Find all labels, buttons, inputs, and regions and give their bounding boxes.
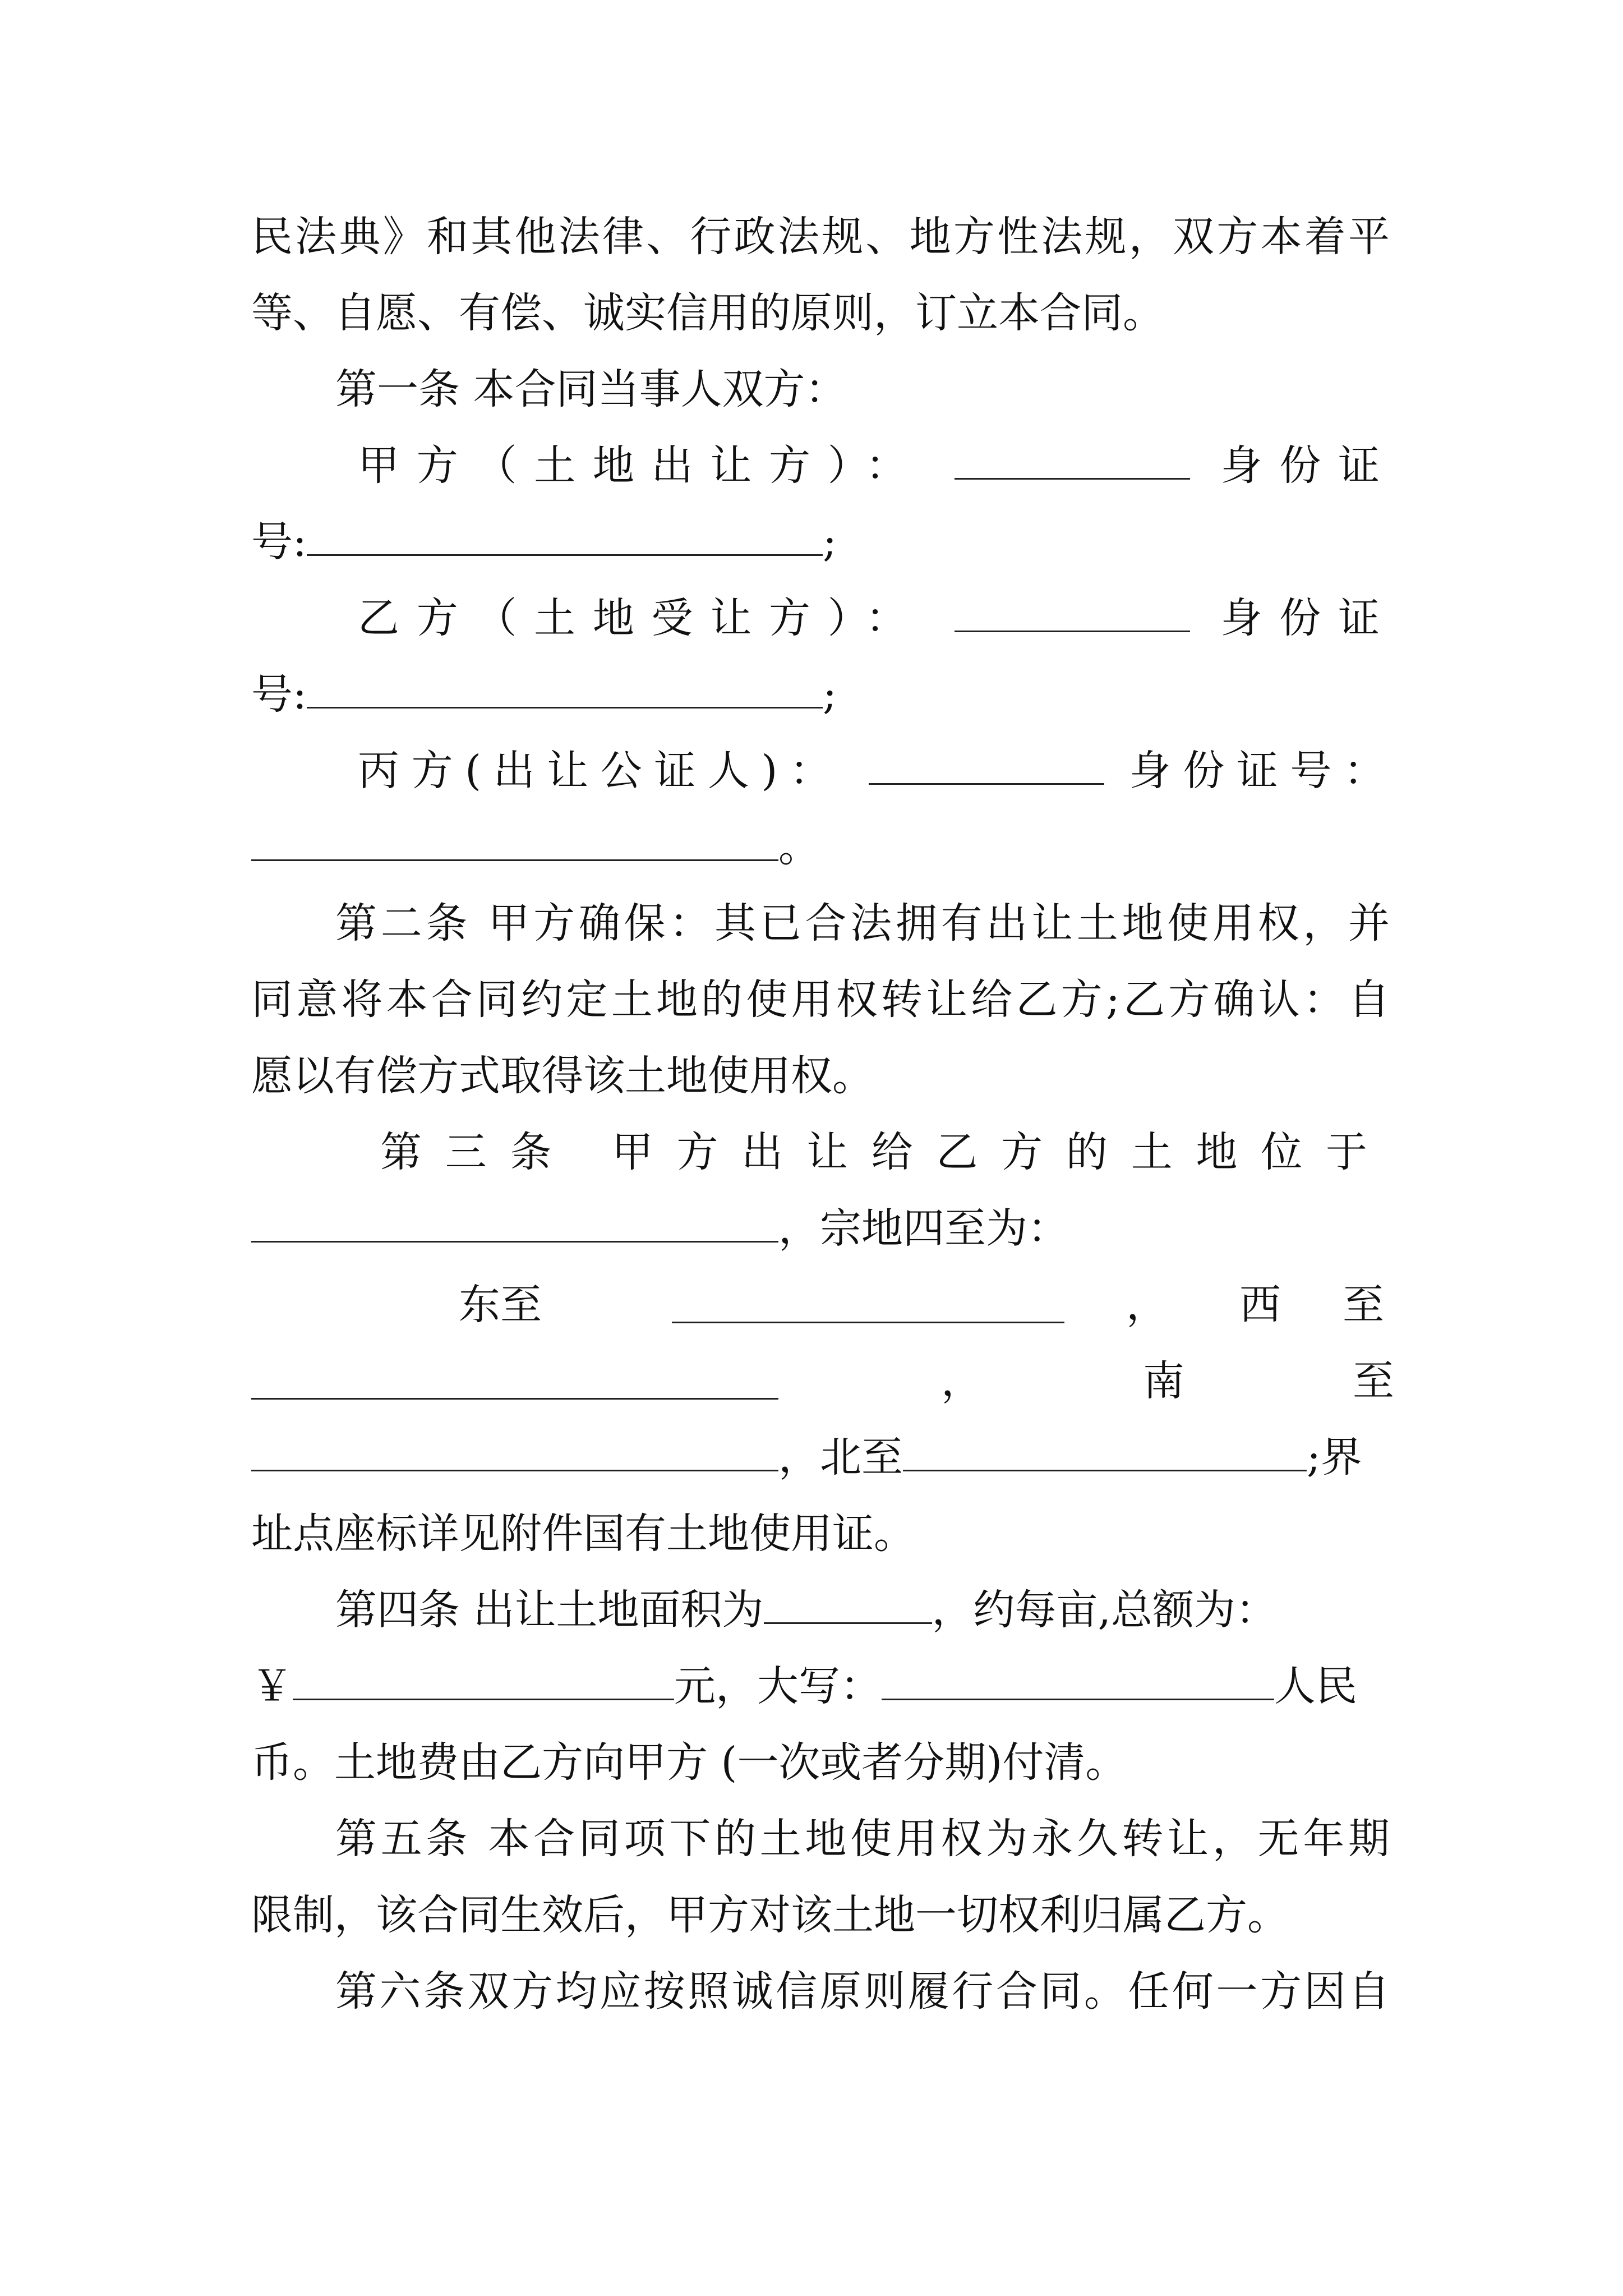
article-3-line [251,1124,1390,1180]
paragraph-line [251,209,1390,265]
party-c-id-blank[interactable] [251,820,778,861]
paragraph-line [251,972,1390,1028]
text: 愿以有偿方式取得该土地使用权。 [251,1052,874,1100]
party-a-line [251,438,1390,494]
text: 限制，该合同生效后，甲方对该土地一切权利归属乙方。 [251,1891,1289,1939]
text: ，约每亩,总额为： [932,1586,1278,1634]
party-c-label: 丙方(出让公证人)： [358,747,843,795]
punct: ， [941,1357,983,1405]
punct: ， [1126,1281,1168,1329]
id-prefix: 号: [251,670,307,719]
text: ;界 [1307,1433,1362,1481]
text: 第一条 本合同当事人双方： [335,365,847,413]
party-b-line [251,590,1390,646]
article-4-line [251,1582,1390,1638]
paragraph-line [251,1734,1390,1791]
article-6-line [251,1963,1390,2019]
text: 第二条 甲方确保：其已合法拥有出让土地使用权，并 [335,899,1390,947]
south-label: 南至 [1143,1357,1562,1405]
text: 民法典》和其他法律、行政法规、地方性法规，双方本着平 [251,213,1390,261]
text: 第六条双方均应按照诚信原则履行合同。任何一方因自 [335,1967,1390,2016]
punct: 。 [778,823,820,871]
text: 元，大写： [674,1662,882,1710]
party-a-label: 甲方（土地出让方）： [358,441,925,490]
location-line [251,1200,1390,1257]
north-blank[interactable] [903,1430,1307,1471]
text: 第五条 本合同项下的土地使用权为永久转让，无年期 [335,1815,1390,1863]
party-b-id-blank[interactable] [307,668,823,708]
text: 第三条 甲方出让给乙方的土地位于 [380,1128,1390,1176]
paragraph-line [251,285,1390,341]
article-5-line [251,1811,1390,1867]
party-a-id-blank[interactable] [307,515,823,556]
location-blank[interactable] [251,1202,778,1243]
north-label: ，北至 [778,1433,903,1481]
text: 第四条 出让土地面积为 [335,1586,764,1634]
party-b-name-blank[interactable] [955,591,1190,632]
text: 等、自愿、有偿、诚实信用的原则，订立本合同。 [251,289,1164,337]
paragraph-line [251,1048,1390,1104]
article-2-line [251,895,1390,951]
punct: ; [822,670,837,719]
text: 币。土地费由乙方向甲方 (一次或者分期)付清。 [251,1738,1127,1787]
west-blank[interactable] [251,1359,778,1400]
party-b-label: 乙方（土地受让方）： [358,594,925,642]
id-label: 身份证 [1220,441,1390,490]
party-b-id-line [251,666,1390,723]
article-1-heading [251,361,1390,417]
id-prefix: 号: [251,518,307,566]
id-label: 身份证 [1220,594,1390,642]
id-label: 身份证号： [1129,747,1390,795]
party-c-name-blank[interactable] [869,744,1104,785]
east-blank[interactable] [672,1282,1064,1323]
party-c-id-line [251,819,1390,875]
party-a-name-blank[interactable] [955,439,1190,480]
boundary-east-west-line [251,1277,1446,1333]
area-blank[interactable] [764,1583,932,1624]
amount-words-blank[interactable] [882,1659,1274,1700]
east-label: 东至 [459,1281,542,1329]
boundary-west-south-line [251,1353,1562,1409]
party-c-line [251,743,1390,799]
amount-blank[interactable] [293,1659,674,1700]
text: 人民 [1274,1662,1357,1710]
paragraph-line [251,1887,1390,1943]
text: 同意将本合同约定土地的使用权转让给乙方;乙方确认：自 [251,976,1390,1024]
yuan-sign: ￥ [251,1662,293,1710]
west-label: 西至 [1239,1281,1446,1329]
party-a-id-line [251,514,1390,570]
text: ，宗地四至为： [778,1204,1069,1253]
punct: ; [822,518,837,566]
text: 址点座标详见附件国有土地使用证。 [251,1510,915,1558]
south-blank[interactable] [251,1430,778,1471]
paragraph-line [251,1506,1390,1562]
boundary-south-north-line [251,1429,1390,1485]
amount-line [251,1658,1390,1714]
